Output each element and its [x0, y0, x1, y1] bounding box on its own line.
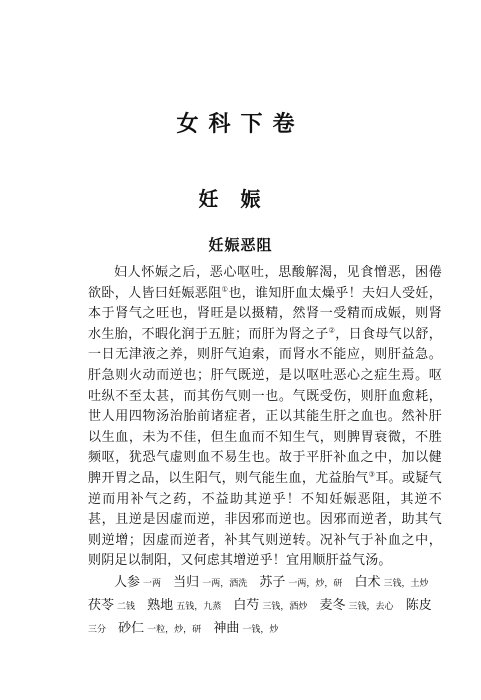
- recipe-item: 白芍 三钱，酒炒: [233, 598, 308, 613]
- recipe-item: 陈皮 三分: [88, 598, 432, 635]
- recipe-item: 熟地 五钱，九蒸: [147, 598, 222, 613]
- section-title: 妊娠: [198, 187, 283, 211]
- recipe-item: 麦冬 三钱，去心: [319, 598, 394, 613]
- recipe-item: 当归 一两，酒洗: [173, 575, 248, 590]
- text-run-2: 也，谁知肝血太燥乎！夫妇人受妊，本于肾气之旺也，肾旺是以摄精，然肾一受精而成娠，则肾水生胎，不暇化润于五脏；而肝为肾之子: [88, 285, 442, 342]
- volume-title: 女科下卷: [176, 111, 305, 137]
- body-paragraph: [88, 263, 442, 572]
- recipe-item: 茯苓 二钱: [88, 598, 136, 613]
- footnote-marker-2: ②: [328, 326, 336, 335]
- text-run-3: ，日食母气以舒，一日无津液之养，则肝气迫索，而肾水不能应，则肝益急。肝急则火动而逆也；肝气既逆，是以呕吐恶心之症生焉。呕吐纵不至太甚，而其伤气则一也。气既受伤，则肝血愈耗，世人用四物汤治胎前诸症者，正以其能生肝之血也。然补肝以生血，未为不佳，但生血而不知生气，则脾胃衰微，不胜频呕，犹恐气虚则血不易生也。故于平肝补血之中，加以健脾开胃之品，以生阳气，则气能生血，尤益胎气: [88, 326, 442, 486]
- text-run-1: 妇人怀娠之后，恶心呕吐，思酸解渴，见食憎恶，困倦欲卧，人皆曰妊娠恶阻: [88, 265, 442, 301]
- recipe-item: 苏子 一两，炒，研: [259, 575, 343, 590]
- recipe-item: 人参 一两: [114, 575, 162, 590]
- paragraph-text: [88, 263, 442, 572]
- subsection-title: 妊娠恶阻: [208, 236, 273, 254]
- recipe-item: 砂仁 一粒，炒，研: [118, 621, 202, 636]
- footnote-marker-3: ③: [368, 470, 376, 479]
- recipe-item: 白术 三钱，土炒: [354, 575, 429, 590]
- recipe-item: 神曲 一钱，炒: [213, 621, 279, 636]
- recipe-list: [88, 572, 448, 641]
- footnote-marker-1: ①: [221, 285, 229, 294]
- text-run-4: 耳。或疑气逆而用补气之药，不益助其逆乎！不知妊娠恶阻，其逆不甚，且逆是因虚而逆，非因邪而逆也。因邪而逆者，助其气则逆增；因虚而逆者，补其气则逆转。况补气于补血之中，则阴足以制阳，又何虑其增逆乎！宜用顺肝益气汤。: [88, 470, 442, 569]
